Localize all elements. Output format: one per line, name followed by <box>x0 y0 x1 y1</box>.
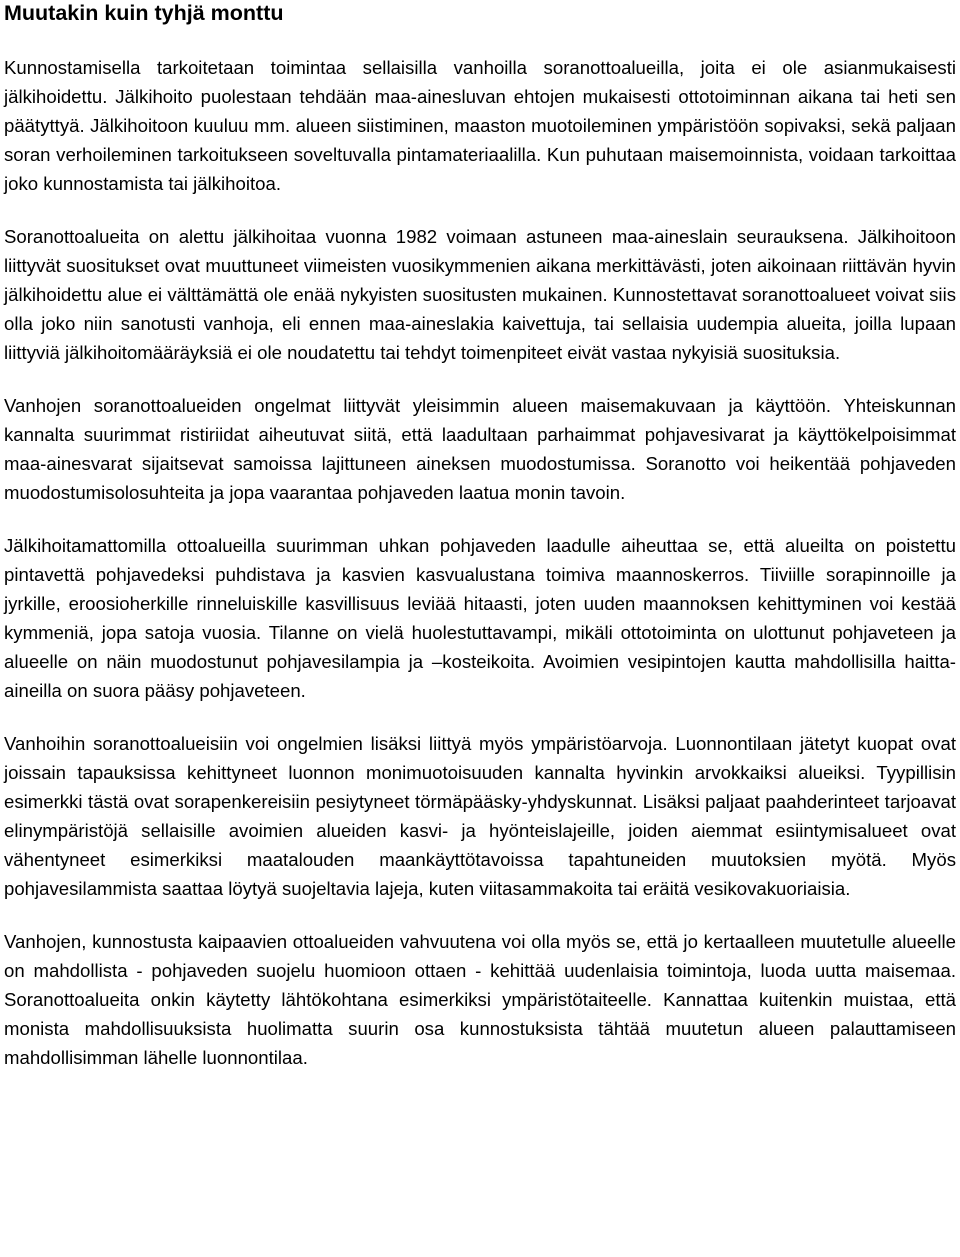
paragraph-vahvuudet: Vanhojen, kunnostusta kaipaavien ottoalueiden vahvuutena voi olla myös se, että jo kertaalleen muutetulle alueelle on mahdollista - pohjaveden suojelu huomioon ottaen - kehittää uudenlaisia toimintoja, luoda uutta maisemaa. Soranottoalueita onkin käytetty lähtökohtana esimerkiksi ympäristötaiteelle. Kannattaa kuitenkin muistaa, että monista mahdollisuuksista huolimatta suurin osa kunnostuksista tähtää muutetun alueen palauttamiseen mahdollisimman lähelle luonnontilaa. <box>4 931 956 1068</box>
page-title: Muutakin kuin tyhjä monttu <box>4 1 284 25</box>
paragraph-pohjavesi-uhka: Jälkihoitamattomilla ottoalueilla suurimman uhkan pohjaveden laadulle aiheuttaa se, että alueilta on poistettu pintavettä pohjavedeksi puhdistava ja kasvien kasvualustana toimiva maannoskerros. Tiiviille sorapinnoille ja jyrkille, eroosioherkille rinneluiskille kasvillisuus leviää hitaasti, joten uuden maannoksen kehittyminen voi kestää kymmeniä, jopa satoja vuosia. Tilanne on vielä huolestuttavampi, mikäli ottotoiminta on ulottunut pohjaveteen ja alueelle on näin muodostunut pohjavesilampia ja –kosteikoita. Avoimien vesipintojen kautta mahdollisilla haitta-aineilla on suora pääsy pohjaveteen. <box>4 535 956 701</box>
paragraph-ongelmat: Vanhojen soranottoalueiden ongelmat liittyvät yleisimmin alueen maisemakuvaan ja käyttöön. Yhteiskunnan kannalta suurimmat ristiriidat aiheutuvat siitä, että laadultaan parhaimmat pohjavesivarat ja käyttökelpoisimmat maa-ainesvarat sijaitsevat samoissa lajittuneen aineksen muodostumissa. Soranotto voi heikentää pohjaveden muodostumisolosuhteita ja jopa vaarantaa pohjaveden laatua monin tavoin. <box>4 395 956 503</box>
paragraph-jalkihoito-historia: Soranottoalueita on alettu jälkihoitaa vuonna 1982 voimaan astuneen maa-aineslain seurauksena. Jälkihoitoon liittyvät suositukset ovat muuttuneet viimeisten vuosikymmenien aikana merkittävästi, joten aikoinaan riittävän hyvin jälkihoidettu alue ei välttämättä ole enää nykyisten suositusten mukainen. Kunnostettavat soranottoalueet voivat siis olla joko niin sanotusti vanhoja, eli ennen maa-aineslakia kaivettuja, tai sellaisia uudempia alueita, joilla lupaan liittyviä jälkihoitomääräyksiä ei ole noudatettu tai tehdyt toimenpiteet eivät vastaa nykyisiä suosituksia. <box>4 226 956 363</box>
paragraph-ymparistoarvot: Vanhoihin soranottoalueisiin voi ongelmien lisäksi liittyä myös ympäristöarvoja. Luonnontilaan jätetyt kuopat ovat joissain tapauksissa kehittyneet luonnon monimuotoisuuden kannalta hyvinkin arvokkaiksi alueiksi. Tyypillisin esimerkki tästä ovat sorapenkereisiin pesiytyneet törmäpääsky-yhdyskunnat. Lisäksi paljaat paahderinteet tarjoavat elinympäristöjä sellaisille avoimien alueiden kasvi- ja hyönteislajeille, joiden aiemmat esiintymisalueet ovat vähentyneet esimerkiksi maatalouden maankäyttötavoissa tapahtuneiden muutoksien myötä. Myös pohjavesilammista saattaa löytyä suojeltavia lajeja, kuten viitasammakoita tai eräitä vesikovakuoriaisia. <box>4 733 956 899</box>
paragraph-kunnostaminen: Kunnostamisella tarkoitetaan toimintaa sellaisilla vanhoilla soranottoalueilla, joita ei ole asianmukaisesti jälkihoidettu. Jälkihoito puolestaan tehdään maa-ainesluvan ehtojen mukaisesti ottotoiminnan aikana tai heti sen päätyttyä. Jälkihoitoon kuuluu mm. alueen siistiminen, maaston muotoileminen ympäristöön sopivaksi, sekä paljaan soran verhoileminen tarkoitukseen soveltuvalla pintamateriaalilla. Kun puhutaan maisemoinnista, voidaan tarkoittaa joko kunnostamista tai jälkihoitoa. <box>4 57 956 194</box>
